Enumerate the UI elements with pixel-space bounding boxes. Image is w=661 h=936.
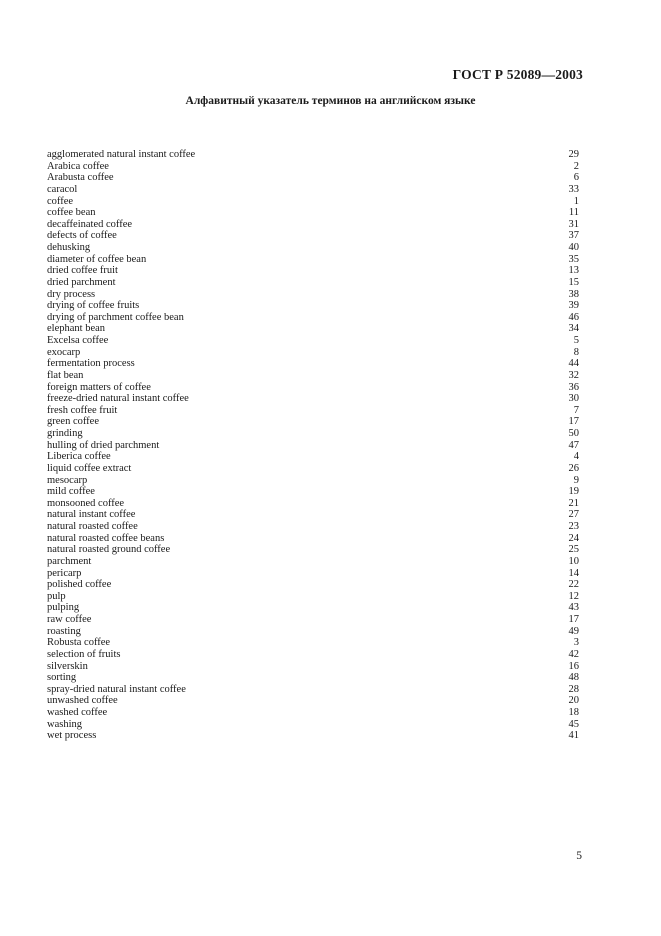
index-term-number: 12 <box>568 590 579 602</box>
index-term: Liberica coffee <box>47 451 111 463</box>
index-term-number: 4 <box>573 451 579 463</box>
index-entry <box>47 300 579 312</box>
index-term-number: 17 <box>568 614 579 625</box>
index-entry <box>47 451 579 463</box>
index-term: Arabusta coffee <box>47 172 114 184</box>
index-title: Алфавитный указатель терминов на английском языке <box>185 95 476 107</box>
index-term-number: 27 <box>568 509 579 521</box>
index-entry <box>47 498 579 510</box>
index-term: unwashed coffee <box>47 695 118 707</box>
index-entry <box>47 254 579 266</box>
index-term: agglomerated natural instant coffee <box>47 149 196 160</box>
index-entry <box>47 533 579 545</box>
index-term-number: 43 <box>568 602 579 614</box>
index-term: hulling of dried parchment <box>47 439 160 451</box>
index-term-number: 2 <box>573 160 579 172</box>
index-entry <box>47 172 579 184</box>
index-entry <box>47 405 579 417</box>
index-term-number: 36 <box>568 381 579 393</box>
index-term: silverskin <box>47 660 88 672</box>
index-term-number: 24 <box>568 532 579 544</box>
index-entry <box>47 463 579 475</box>
index-term: defects of coffee <box>47 230 117 242</box>
index-entry <box>47 509 579 521</box>
index-term: drying of parchment coffee bean <box>47 311 184 323</box>
index-term-number: 26 <box>568 462 579 474</box>
index-term: washed coffee <box>47 707 108 718</box>
index-term-number: 46 <box>568 311 579 323</box>
index-entry <box>47 428 579 440</box>
index-entry <box>47 207 579 219</box>
index-term-number: 31 <box>568 218 579 230</box>
index-entry <box>47 521 579 533</box>
document-code: ГОСТ Р 52089—2003 <box>452 67 583 82</box>
index-entry <box>47 347 579 359</box>
index-entry <box>47 568 579 580</box>
index-term-number: 29 <box>568 149 579 160</box>
index-entry <box>47 370 579 382</box>
index-term-number: 49 <box>568 625 579 637</box>
index-term: dried coffee fruit <box>47 265 118 277</box>
index-term: polished coffee <box>47 579 112 591</box>
index-term: pulp <box>47 590 66 602</box>
index-term-number: 14 <box>568 567 579 579</box>
index-entry <box>47 602 579 614</box>
index-term: pulping <box>47 602 80 614</box>
index-entry <box>47 277 579 289</box>
index-term-number: 34 <box>568 323 579 335</box>
index-term-number: 42 <box>568 648 579 660</box>
index-term-number: 22 <box>568 579 579 591</box>
index-entry <box>47 544 579 556</box>
index-entry <box>47 661 579 673</box>
index-term: diameter of coffee bean <box>47 253 147 265</box>
index-term: dehusking <box>47 242 91 253</box>
index-term: flat bean <box>47 369 84 381</box>
index-term-number: 15 <box>568 276 579 288</box>
index-entry <box>47 591 579 603</box>
index-entry <box>47 626 579 638</box>
index-term: sorting <box>47 672 77 684</box>
index-term-number: 23 <box>568 521 579 532</box>
index-term: Robusta coffee <box>47 637 111 649</box>
index-term: liquid coffee extract <box>47 462 132 474</box>
index-term: natural roasted coffee <box>47 521 138 532</box>
index-entry <box>47 695 579 707</box>
index-term-number: 45 <box>568 718 579 730</box>
index-entry <box>47 649 579 661</box>
index-term-number: 35 <box>568 253 579 265</box>
index-term: Arabica coffee <box>47 160 109 172</box>
index-entry <box>47 556 579 568</box>
page-number: 5 <box>576 850 582 862</box>
index-term: parchment <box>47 555 92 567</box>
index-entry <box>47 730 579 742</box>
index-term-number: 25 <box>568 544 579 556</box>
index-term-number: 18 <box>568 707 579 718</box>
index-entry <box>47 382 579 394</box>
index-term: fresh coffee fruit <box>47 404 118 416</box>
index-term-number: 5 <box>573 335 579 346</box>
index-term: foreign matters of coffee <box>47 381 151 393</box>
index-term: natural roasted ground coffee <box>47 544 171 556</box>
index-entry <box>47 242 579 254</box>
index-term-number: 13 <box>568 265 579 277</box>
index-term-number: 39 <box>568 300 579 312</box>
index-entry <box>47 149 579 161</box>
index-entry <box>47 416 579 428</box>
index-entry <box>47 707 579 719</box>
index-term: dry process <box>47 288 96 300</box>
index-term-number: 7 <box>573 404 579 416</box>
index-entry <box>47 312 579 324</box>
index-entry <box>47 230 579 242</box>
index-term-number: 20 <box>568 695 579 707</box>
index-term: raw coffee <box>47 614 92 625</box>
index-term-number: 33 <box>568 183 579 195</box>
index-entry <box>47 358 579 370</box>
index-term: caracol <box>47 183 78 195</box>
index-entry <box>47 335 579 347</box>
index-term-number: 6 <box>573 172 579 184</box>
index-term-number: 3 <box>573 637 579 649</box>
index-term-number: 38 <box>568 288 579 300</box>
index-entry <box>47 323 579 335</box>
index-entry <box>47 579 579 591</box>
index-term-number: 40 <box>568 242 579 253</box>
index-term: mild coffee <box>47 486 95 498</box>
index-term: monsooned coffee <box>47 497 125 509</box>
index-entry <box>47 672 579 684</box>
index-term: fermentation process <box>47 358 135 370</box>
index-entry <box>47 265 579 277</box>
index-entry <box>47 440 579 452</box>
index-entry <box>47 684 579 696</box>
index-entry <box>47 393 579 405</box>
index-term: wet process <box>47 730 97 742</box>
index-term: washing <box>47 718 82 730</box>
index-term-number: 41 <box>568 730 579 742</box>
index-term: coffee bean <box>47 207 96 219</box>
index-term: roasting <box>47 625 81 637</box>
index-entry <box>47 719 579 731</box>
index-entry <box>47 161 579 173</box>
index-entry <box>47 184 579 196</box>
index-term-number: 48 <box>568 672 579 684</box>
index-term-number: 32 <box>568 369 579 381</box>
term-index-list <box>47 149 579 742</box>
index-term-number: 19 <box>568 486 579 498</box>
index-entry <box>47 289 579 301</box>
index-entry <box>47 486 579 498</box>
index-term: freeze-dried natural instant coffee <box>47 393 189 405</box>
index-term: elephant bean <box>47 323 106 335</box>
index-term-number: 28 <box>568 683 579 695</box>
index-term-number: 17 <box>568 416 579 428</box>
index-term-number: 16 <box>568 660 579 672</box>
index-term: green coffee <box>47 416 99 428</box>
index-term: natural roasted coffee beans <box>47 532 165 544</box>
index-term-number: 8 <box>573 346 579 358</box>
index-entry <box>47 637 579 649</box>
index-term-number: 44 <box>568 358 579 370</box>
index-term: decaffeinated coffee <box>47 218 133 230</box>
index-term-number: 10 <box>568 555 579 567</box>
index-term: natural instant coffee <box>47 509 136 521</box>
index-term: pericarp <box>47 567 82 579</box>
index-term: spray-dried natural instant coffee <box>47 683 186 695</box>
index-term: drying of coffee fruits <box>47 300 140 312</box>
index-entry <box>47 475 579 487</box>
index-entry <box>47 219 579 231</box>
index-term-number: 50 <box>568 428 579 439</box>
index-term-number: 21 <box>568 497 579 509</box>
index-term: exocarp <box>47 346 81 358</box>
index-term-number: 30 <box>568 393 579 405</box>
index-term-number: 37 <box>568 230 579 242</box>
index-term-number: 11 <box>568 207 579 219</box>
index-term: grinding <box>47 428 83 439</box>
index-term-number: 1 <box>573 195 579 207</box>
index-entry <box>47 196 579 208</box>
index-entry <box>47 614 579 626</box>
index-term-number: 9 <box>573 474 579 486</box>
index-term-number: 47 <box>568 439 579 451</box>
index-term: selection of fruits <box>47 648 121 660</box>
index-term: mesocarp <box>47 474 88 486</box>
index-term: coffee <box>47 195 74 207</box>
index-term: Excelsa coffee <box>47 335 109 346</box>
index-term: dried parchment <box>47 276 116 288</box>
